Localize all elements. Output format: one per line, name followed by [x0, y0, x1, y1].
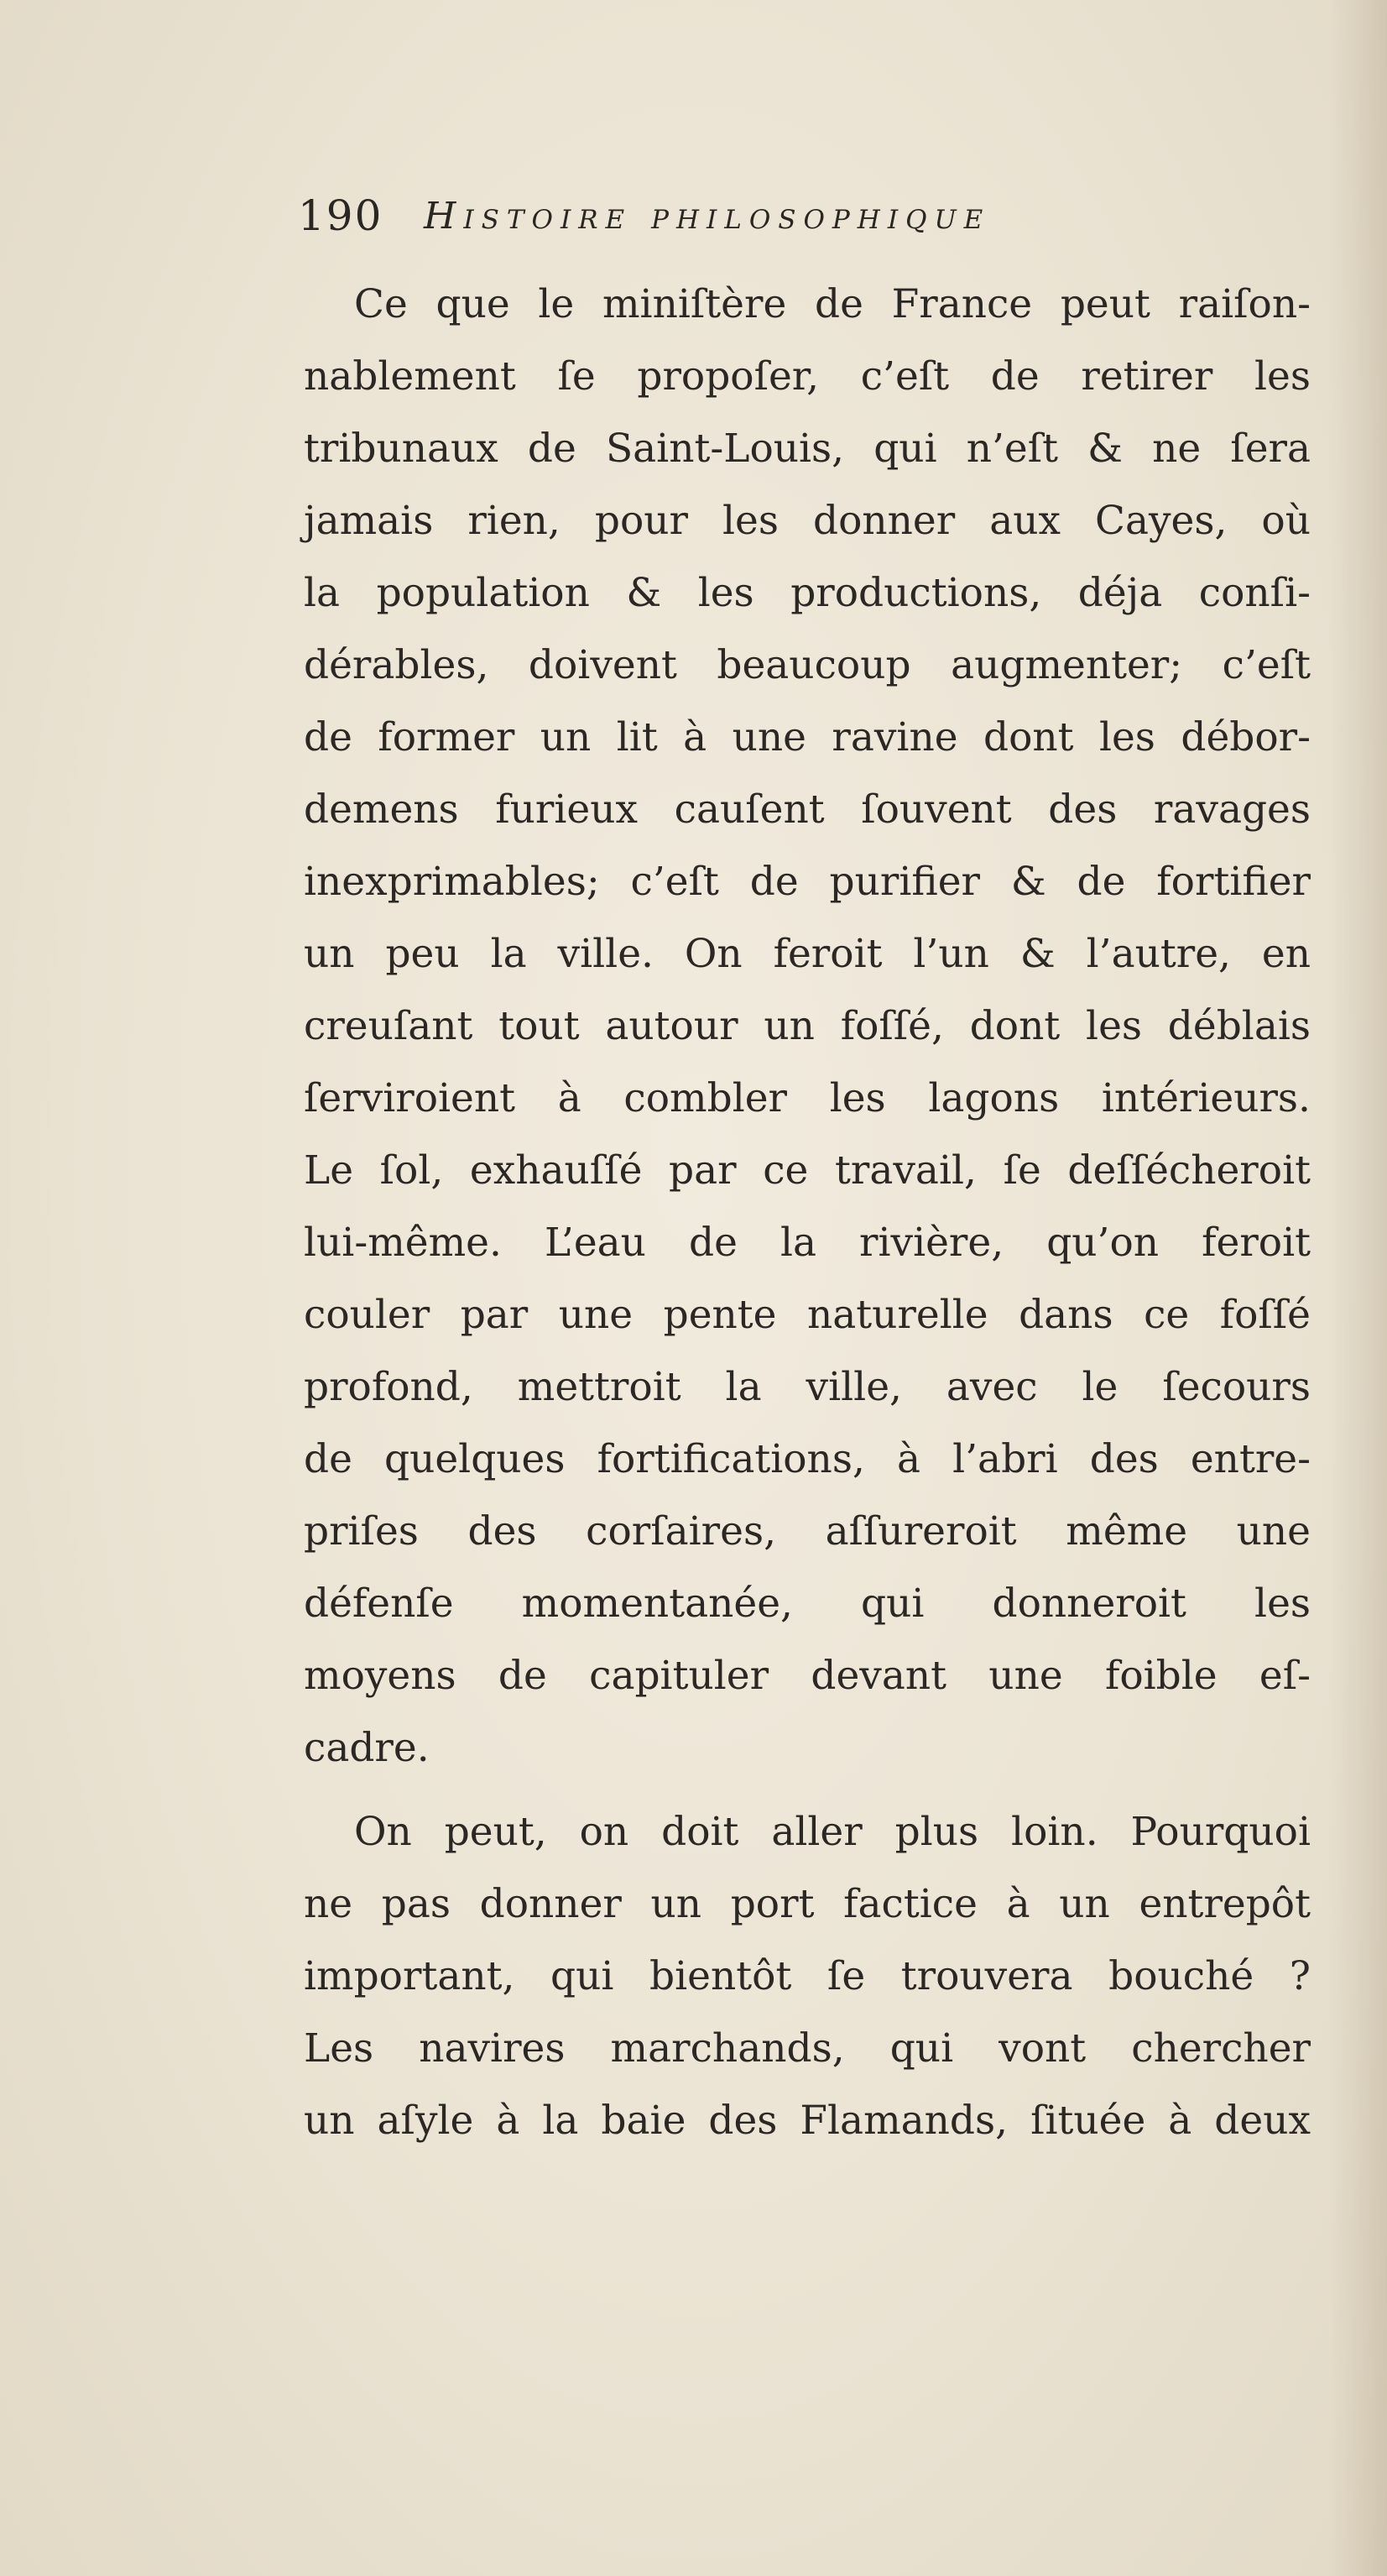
page-number: 190	[298, 191, 383, 240]
text-line: nablement ſe propoſer, c’eſt de retirer les	[304, 353, 1311, 400]
text-line: défenſe momentanée, qui donneroit les	[304, 1581, 1311, 1627]
text-line: un peu la ville. On feroit l’un & l’autre, en	[304, 931, 1311, 977]
text-line: dérables, doivent beaucoup augmenter; c’eſt	[304, 642, 1311, 688]
text-line: creuſant tout autour un foſſé, dont les déblais	[304, 1003, 1311, 1049]
text-line: de former un lit à une ravine dont les débor-	[304, 714, 1311, 760]
text-line: la population & les productions, déja conſi-	[304, 570, 1311, 616]
text-line: Ce que le miniſtère de France peut raiſon-	[354, 281, 1311, 327]
text-line: couler par une pente naturelle dans ce foſſé	[304, 1292, 1311, 1338]
text-line: moyens de capituler devant une foible eſ-	[304, 1653, 1311, 1699]
text-line: priſes des corſaires, aſſureroit même une	[304, 1508, 1311, 1554]
text-line: demens furieux cauſent ſouvent des ravages	[304, 786, 1311, 833]
text-line: un aſyle à la baie des Flamands, ſituée à deux	[304, 2098, 1311, 2144]
text-line: ſerviroient à combler les lagons intérieurs.	[304, 1075, 1311, 1121]
text-line: de quelques fortifications, à l’abri des entre-	[304, 1436, 1311, 1482]
text-line: lui-même. L’eau de la rivière, qu’on feroit	[304, 1220, 1311, 1266]
text-line: Le ſol, exhauſſé par ce travail, ſe deſſécheroit	[304, 1147, 1311, 1194]
text-line: profond, mettroit la ville, avec le ſecours	[304, 1364, 1311, 1410]
text-line: inexprimables; c’eſt de purifier & de fortifier	[304, 859, 1311, 905]
text-line: Les navires marchands, qui vont chercher	[304, 2025, 1311, 2072]
text-line: On peut, on doit aller plus loin. Pourquoi	[354, 1809, 1311, 1855]
text-line: ne pas donner un port factice à un entrepôt	[304, 1881, 1311, 1927]
running-title: Histoire philosophique	[424, 195, 991, 238]
page-edge-shadow	[1328, 0, 1387, 2576]
text-line: tribunaux de Saint-Louis, qui n’eſt & ne ſera	[304, 426, 1311, 472]
running-header	[298, 191, 1288, 259]
text-line: cadre.	[304, 1725, 430, 1771]
text-line: jamais rien, pour les donner aux Cayes, où	[304, 498, 1311, 544]
text-line: important, qui bientôt ſe trouvera bouché ?	[304, 1953, 1311, 1999]
